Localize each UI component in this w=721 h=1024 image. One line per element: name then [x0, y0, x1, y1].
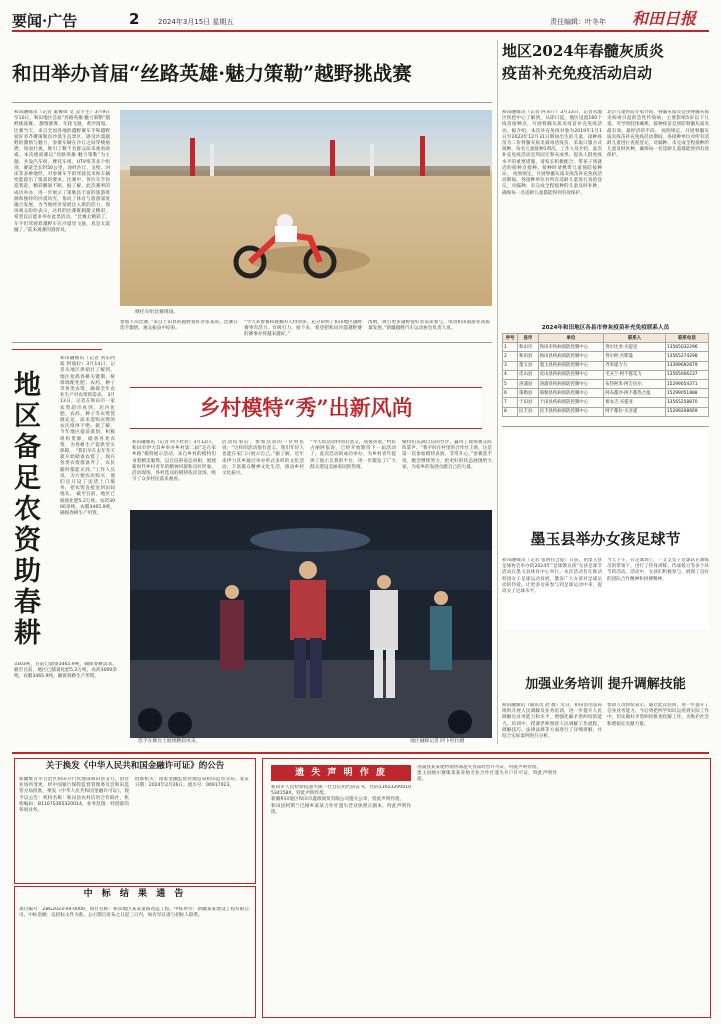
table-cell: 15299208669	[665, 407, 708, 416]
table-row	[503, 379, 709, 388]
lost-notice-col-2	[417, 765, 557, 1011]
offroad-col3: 参加下次比赛。”来自于田县的越野爱好者张某说。比赛在选手激情、观众振奋中结束。	[120, 320, 238, 332]
spring-body-2: 3303吨，目前已储备3465.9吨，确保春耕需求。 截至目前，地区已储备化肥5.2万吨、农药3000余吨、农膜3465.9吨，确保春耕生产用资。	[14, 662, 117, 680]
spring-body-1: 和田融媒讯（记者 黄东阿迪 阿迪拉）3月14日，记者从地区供销社了解到，地区抢抓春耕关键期，统筹调配化肥、农药、种子等各类农资，确保全年农业生产对农资的需求。 3月13日，记者在和田市一家农资超市看到，店内化肥、农药、种子等农资货源充足，前来选购农资的农民络绎不绝。据了解，今年地区提前谋划，积极组织货源，储备各类农资，为春耕生产提供坚实保障。 “我们早在去年冬天就开始储备农资了，现在各类农资都备齐了，农民随时都能买到。”工作人员说，为方便农民购买，他们还开设了送货上门服务，把农资直接送到田间地头。 截至目前，地区已储备化肥5.2万吨、农药3000余吨、农膜3465.9吨，确保春耕生产用资。	[60, 356, 115, 517]
table-cell: 墨玉县疾病预防控制中心	[538, 361, 604, 370]
table-cell: 6	[503, 389, 518, 398]
table-cell: 3	[503, 361, 518, 370]
table-cell: 民丰县	[518, 407, 539, 416]
list-item: 新疆和田地区和田市鑫源商贸有限公司遗失公章，特此声明作废。	[271, 797, 405, 803]
vaccine-headline: 地区2024年春髓灰质炎 疫苗补充免疫活动启动	[502, 42, 664, 82]
table-cell: 皮山县疾病预防控制中心	[538, 370, 604, 379]
table-cell: 8	[503, 407, 518, 416]
masthead-rule	[12, 30, 709, 32]
table-row	[503, 370, 709, 379]
table-cell: 1	[503, 343, 518, 352]
section-title: 要闻·广告	[12, 12, 78, 30]
license-notice-body: 新疆维吾尔自治区和田分行管理部和田县支行，因营业场所变更，经中国银行保险监督管理委员会和田监管分局批准，换发《中华人民共和国金融许可证》，现予以公告：机构名称：和田县农村信用合作联社，机构编码：B1167S365320014，业务范围：经批准的各项业务。	[19, 777, 129, 814]
vaccine-table-title: 2024年和田地区各县市脊灰疫苗补充免疫联系人员	[541, 325, 670, 331]
table-cell: 皮山县	[518, 370, 539, 379]
table-cell: 7	[503, 398, 518, 407]
masthead	[12, 8, 709, 30]
table-header-cell: 县市	[518, 334, 539, 343]
vaccine-body-2: 北京儿童医院专家介绍，脊髓灰质炎是由脊髓灰质炎病毒引起的急性传染病，主要影响5岁以下儿童，可导致肢体瘫痪。接种疫苗是预防脊髓灰质炎最有效、最经济的手段。 按照规定，开展脊髓灰质炎疫苗补充免疫活动期间，各接种单位对所有适龄儿童进行查验登记，对漏种、未完成全程接种的儿童及时补种，确保每一名适龄儿童都能得到有效保护。	[607, 110, 709, 159]
village-photo-credit: 地区融媒记者 阿卜杜拉摄	[410, 739, 465, 744]
divider	[12, 102, 492, 103]
license-notice	[14, 758, 256, 884]
village-headline-box	[130, 387, 482, 429]
table-cell: 洛浦县	[518, 379, 539, 388]
village-headline: 乡村模特“秀”出新风尚	[199, 395, 413, 420]
paper-logo: 和田日报	[632, 9, 697, 28]
table-cell: 布热阿米·阿吉拉尔	[604, 379, 666, 388]
village-body-4: 模特们充满自信的台步，赢得了现场观众阵阵掌声。“我平时在村里的合作社上班，这是第一次参加模特表演，非常开心。”参赛选手说，她会继续努力，把更好的状态展现给大家，为家乡的发展贡献自己的力量。	[402, 440, 492, 470]
football-body-1: 和田融媒讯（记者 依明托合提）日前，由墨玉县足球协会举办的2024年“足球教女孩”女孩足球节活动在墨玉县体育中心举行。本次活动旨在推动校园女子足球运动发展，激发广大女孩对足球运动的热爱，让更多女孩参与到足球运动中来，提高女子足球水平。	[502, 558, 602, 595]
table-cell: 和田县	[518, 352, 539, 361]
table-cell: 5	[503, 379, 518, 388]
table-cell: 和田市	[518, 343, 539, 352]
offroad-col5: 汤姆，吸引更多越野爱好者前来参与，带动和田旅游业高质量发展。”新疆越野汽车运动协会负责人说。	[368, 320, 490, 332]
bid-notice-body: 项目编号：ZBG2023-04-0000，项目名称：和田地区某某道路改造工程。中标单位：新疆某某建设工程有限公司。中标金额：以招标文件为准。公示期自发布之日起三日内，如有异议请与招标人联系。	[19, 907, 249, 919]
table-cell: 祖农吉·买提亚	[604, 398, 666, 407]
column-divider	[497, 40, 498, 744]
table-cell: 民丰县疾病预防控制中心	[538, 407, 604, 416]
table-cell: 15299051888	[665, 389, 708, 398]
service-body-2: 参训人员纷纷表示，通过此次培训，进一步提升了自身业务能力，今后将把所学知识运用到实际工作中，切实做好矛盾纠纷排查化解工作，为维护社会和谐稳定贡献力量。	[607, 703, 709, 727]
bid-notice	[14, 886, 256, 1018]
list-item: 和田市人民检察院遗失统一社会信用代码证书，代码11653200010534158X，特此声明作废。	[271, 785, 411, 797]
table-cell: 4	[503, 370, 518, 379]
service-headline: 加强业务培训 提升调解技能	[525, 677, 686, 692]
lost-notice	[262, 758, 711, 1018]
bid-notice-title: 中 标 结 果 通 告	[83, 889, 187, 899]
accent-rule	[12, 349, 102, 350]
list-item: 墨玉县喀尔赛镇某某养殖专业合作社遗失开户许可证，特此声明作废。	[417, 771, 557, 783]
table-cell: 阿布都沙·阿不都热合曼	[604, 389, 666, 398]
table-row	[503, 352, 709, 361]
divider	[502, 426, 709, 427]
table-cell: 于田县疾病预防控制中心	[538, 398, 604, 407]
table-cell: 毛买兰·阿不都艾力	[604, 370, 666, 379]
table-cell: 13399692879	[665, 361, 708, 370]
offroad-headline: 和田举办首届“丝路英雄·魅力策勒”越野挑战赛	[12, 62, 412, 85]
table-cell: 和田县疾病预防控制中心	[538, 352, 604, 361]
table-cell: 策勒县	[518, 389, 539, 398]
table-header-cell: 联系人	[604, 334, 666, 343]
license-notice-title: 关于换发《中华人民共和国金融许可证》的公告	[45, 761, 225, 771]
table-header-cell: 序号	[503, 334, 518, 343]
editor-credit: 责任编辑：叶冬年	[550, 18, 606, 26]
village-body-2: 活动结束后，参加活动的一位村民说：“这样的活动很有意义，我们年轻人也能在家门口展示自己。”据了解，近年来伊力其乡通过举办形式多样的文化活动，丰富群众精神文化生活，推动乡村文化振兴。	[222, 440, 304, 477]
table-cell: 13565032296	[665, 343, 708, 352]
offroad-body: 和田融媒讯（记者 董俊锋 文 吴宇生）3月9日至10日，和田地区首届“丝路英雄·魅力策勒”越野挑战赛。 激情澎湃，车轮飞驰，黄沙漫漫。比赛当天，来自全国各地的越野赛车手和越野爱好者齐聚策勒县沙漠生态景区，感受沙漠越野的激情与魅力，参赛车辆在沙丘之间穿梭驰骋，场面壮观，吸引了数千名群众前来观看助威。本次挑战赛以“丝路英雄·魅力策勒”为主题，共设汽车组、摩托车组、UTV组等多个组别，赛道全长约50公里，途经沙丘、戈壁、河床等多种地形，对参赛车手的驾驶技术和车辆性能提出了很高的要求。比赛中，各位车手你追我赶，精彩瞬间不断。据了解，此次赛事的成功举办，进一步展示了策勒县丰富的旅游资源和独特的沙漠风光，推动了体育与旅游深度融合发展，为当地经济发展注入新的活力。现场观众纷纷表示，这样的比赛既刺激又精彩，希望以后能多举办此类活动。“比赛太精彩了，车手们驾驶着越野车在沙漠里飞驰，真是太震撼了。”前来观赛的游客说。	[14, 110, 110, 233]
service-body-1: 和田融媒讯（通讯员 赵 薇）近日，和田县司法局组织开展人民调解员业务培训，进一步提升人民调解员业务能力和水平，增强化解矛盾纠纷的能力。培训中，授课老师围绕人民调解工作流程、调解技巧、法律法规等方面进行了详细讲解，并结合实际案例进行分析。	[502, 703, 602, 740]
spring-headline: 地区备足农资助春耕	[14, 370, 41, 649]
football-headline: 墨玉县举办女孩足球节	[530, 530, 681, 548]
table-cell: 阿不都拉·买吾提	[604, 407, 666, 416]
table-cell: 15299054371	[665, 379, 708, 388]
table-row	[503, 361, 709, 370]
lost-notice-title: 遗 失 声 明 作 废	[295, 768, 387, 778]
lost-notice-title-bar	[271, 765, 411, 781]
list-item: 洛浦县某某建材销售部遗失食品经营许可证，特此声明作废。	[417, 765, 542, 770]
football-body-2: 当天下午，在足球场上，一支支女子足球队在教练员的带领下，进行了热身训练、传球接力等多个环节的活动。活动中，女孩们积极参与，展现了良好的团队合作精神和拼搏精神。	[607, 558, 709, 582]
issue-date: 2024年3月15日 星期五	[158, 18, 234, 26]
table-cell: 努尔比亚·买提克	[604, 343, 666, 352]
table-cell: 2	[503, 352, 518, 361]
list-item: 和田县阿斯兰巴格乡某某合作社遗失营业执照正副本，特此声明作废。	[271, 803, 411, 815]
table-cell: 洛浦县疾病预防控制中心	[538, 379, 604, 388]
divider	[12, 342, 492, 343]
table-row	[503, 389, 709, 398]
table-header-cell: 单位	[538, 334, 604, 343]
table-row	[503, 343, 709, 352]
lost-notice-col-1	[271, 785, 411, 1011]
table-cell: 努尔阿·吾斯曼	[604, 352, 666, 361]
offroad-photo-caption: 摩托车组比赛现场。	[135, 310, 179, 315]
table-header-cell: 联系电话	[665, 334, 708, 343]
offroad-col4: “今天来参赛和观赛的人特别多，充分说明了和田地区越野赛事有活力，有吸引力。接下来，希望把和田沙漠越野赛的赛事办得越来越好。”	[244, 320, 362, 338]
table-cell: 13565274298	[665, 352, 708, 361]
page-number: 2	[129, 10, 140, 28]
offroad-photo	[120, 110, 492, 306]
table-cell: 齐米提力力	[604, 361, 666, 370]
village-body-1: 和田融媒讯（记者 阿卜杜拉）3月12日，和田市伊力其乡举办乡村第二届“走在家乡路”模特展示活动，来自乡村的模特们身着精美服饰，以自信的姿态亮相，展现新时代乡村青年的精神风貌和良好形象。活动现场，各村选送的模特依次登场，吸引了众多村民前来观看。	[132, 440, 216, 483]
village-body-3: “今天的活动特别有意义，我很喜欢。”村民古丽阿依说，已经开始期待下一届活动了。此次活动的成功举办，为乡村青年提供了展示自我的平台，进一步激发了广大群众建设美丽家园的热情。	[310, 440, 396, 470]
vaccine-body-1: 和田融媒讯（记者 阿来斤）3月13日，记者从地区疾控中心了解到，从即日起，地区设置160个疫苗接种点，开展脊髓灰质炎疫苗补充免疫活动。据介绍，本次补充免疫对象为2019年1月1日至2023年12月31日期间出生的儿童。接种疫苗为二价脊髓灰质炎减毒活疫苗，采取口服方式接种，每名儿童接种1剂次。工作人员介绍，此次补充免疫活动是巩固无脊灰成果、提高人群免疫水平的重要措施，请家长积极配合，带孩子到就近的接种点接种。接种时请携带儿童预防接种证。 按照规定，开展脊髓灰质炎疫苗补充免疫活动期间，各接种单位对所有适龄儿童进行查验登记，对漏种、未完成全程接种的儿童及时补种，确保每一名适龄儿童都能得到有效保护。	[502, 110, 602, 196]
vaccine-table	[502, 333, 709, 417]
table-row	[503, 398, 709, 407]
table-cell: 策勒县疾病预防控制中心	[538, 389, 604, 398]
table-cell: 于田县	[518, 398, 539, 407]
village-photo	[130, 510, 492, 738]
table-cell: 13565258870	[665, 398, 708, 407]
table-cell: 和田市疾病预防控制中心	[538, 343, 604, 352]
table-cell: 墨玉县	[518, 361, 539, 370]
license-notice-side: 批准机关：国家金融监督管理总局和田监管分局。发证日期：2024年2月26日。流水号：00917023。	[135, 777, 249, 789]
ads-rule	[12, 752, 709, 754]
table-cell: 13565006237	[665, 370, 708, 379]
table-row	[503, 407, 709, 416]
village-photo-caption: 选手在舞台上展现精彩风采。	[138, 739, 201, 744]
